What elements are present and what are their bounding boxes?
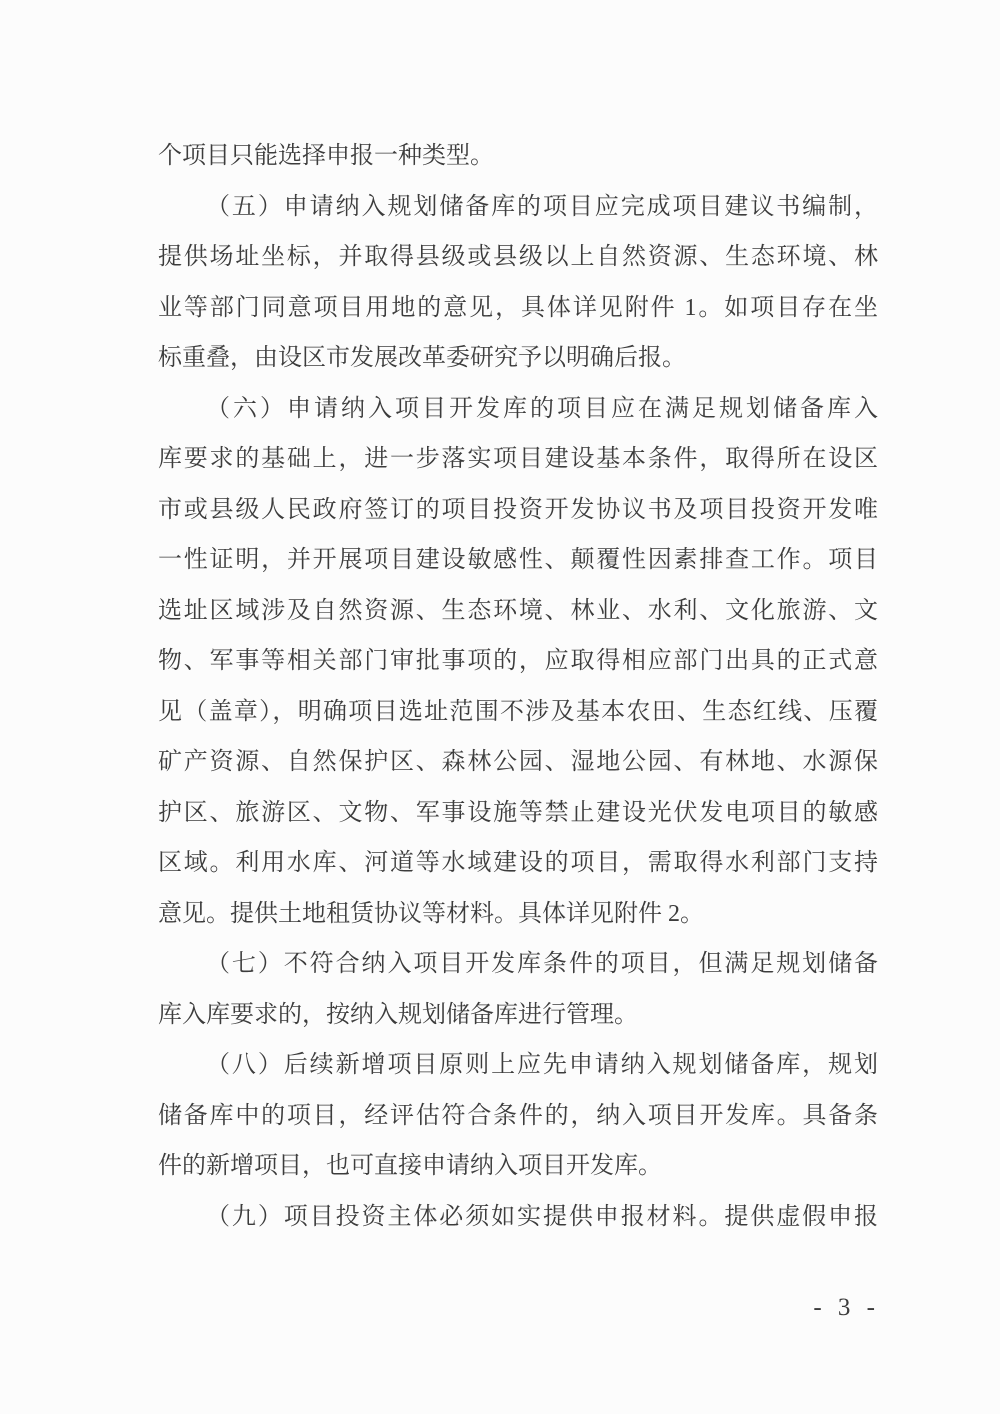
- paragraph-item-7: [158, 939, 878, 1040]
- paragraph-item-8: [158, 1040, 878, 1192]
- text-line: 意见。提供土地租赁协议等材料。具体详见附件 2。: [158, 900, 704, 927]
- text-line: 储备库中的项目，经评估符合条件的，纳入项目开发库。具备条: [158, 1102, 878, 1129]
- paragraph-item-5: [158, 182, 878, 384]
- text-line: 护区、旅游区、文物、军事设施等禁止建设光伏发电项目的敏感: [158, 799, 878, 826]
- text-line: 库要求的基础上，进一步落实项目建设基本条件，取得所在设区: [158, 446, 878, 472]
- paragraph-item-6: [158, 384, 878, 940]
- text-line: 库入库要求的，按纳入规划储备库进行管理。: [158, 1001, 638, 1028]
- text-line: 选址区域涉及自然资源、生态环境、林业、水利、文化旅游、文: [158, 597, 878, 624]
- text-line: 见（盖章），明确项目选址范围不涉及基本农田、生态红线、压覆: [158, 698, 878, 725]
- text-line: 业等部门同意项目用地的意见，具体详见附件 1。如项目存在坐: [158, 294, 878, 321]
- text-line: 区域。利用水库、河道等水域建设的项目，需取得水利部门支持: [158, 850, 878, 876]
- text-line: 标重叠，由设区市发展改革委研究予以明确后报。: [158, 345, 686, 371]
- document-body: [158, 131, 878, 1242]
- paragraph-item-9: [158, 1192, 878, 1243]
- text-line: 市或县级人民政府签订的项目投资开发协议书及项目投资开发唯: [158, 496, 878, 523]
- text-line: 提供场址坐标，并取得县级或县级以上自然资源、生态环境、林: [158, 244, 878, 270]
- text-line: 物、军事等相关部门审批事项的，应取得相应部门出具的正式意: [158, 648, 878, 674]
- text-line: （九）项目投资主体必须如实提供申报材料。提供虚假申报: [206, 1203, 878, 1230]
- text-line: 矿产资源、自然保护区、森林公园、湿地公园、有林地、水源保: [158, 749, 878, 775]
- text-line: 一性证明，并开展项目建设敏感性、颠覆性因素排查工作。项目: [158, 547, 878, 573]
- text-line: （六）申请纳入项目开发库的项目应在满足规划储备库入: [206, 395, 878, 422]
- page-number: - 3 -: [813, 1294, 880, 1321]
- paragraph-continuation: [158, 131, 878, 182]
- text-line: （七）不符合纳入项目开发库条件的项目，但满足规划储备: [206, 951, 878, 977]
- text-line: （八）后续新增项目原则上应先申请纳入规划储备库，规划: [206, 1052, 878, 1078]
- text-line: 个项目只能选择申报一种类型。: [158, 143, 494, 169]
- text-line: 件的新增项目，也可直接申请纳入项目开发库。: [158, 1153, 662, 1179]
- text-line: （五）申请纳入规划储备库的项目应完成项目建议书编制，: [206, 193, 878, 220]
